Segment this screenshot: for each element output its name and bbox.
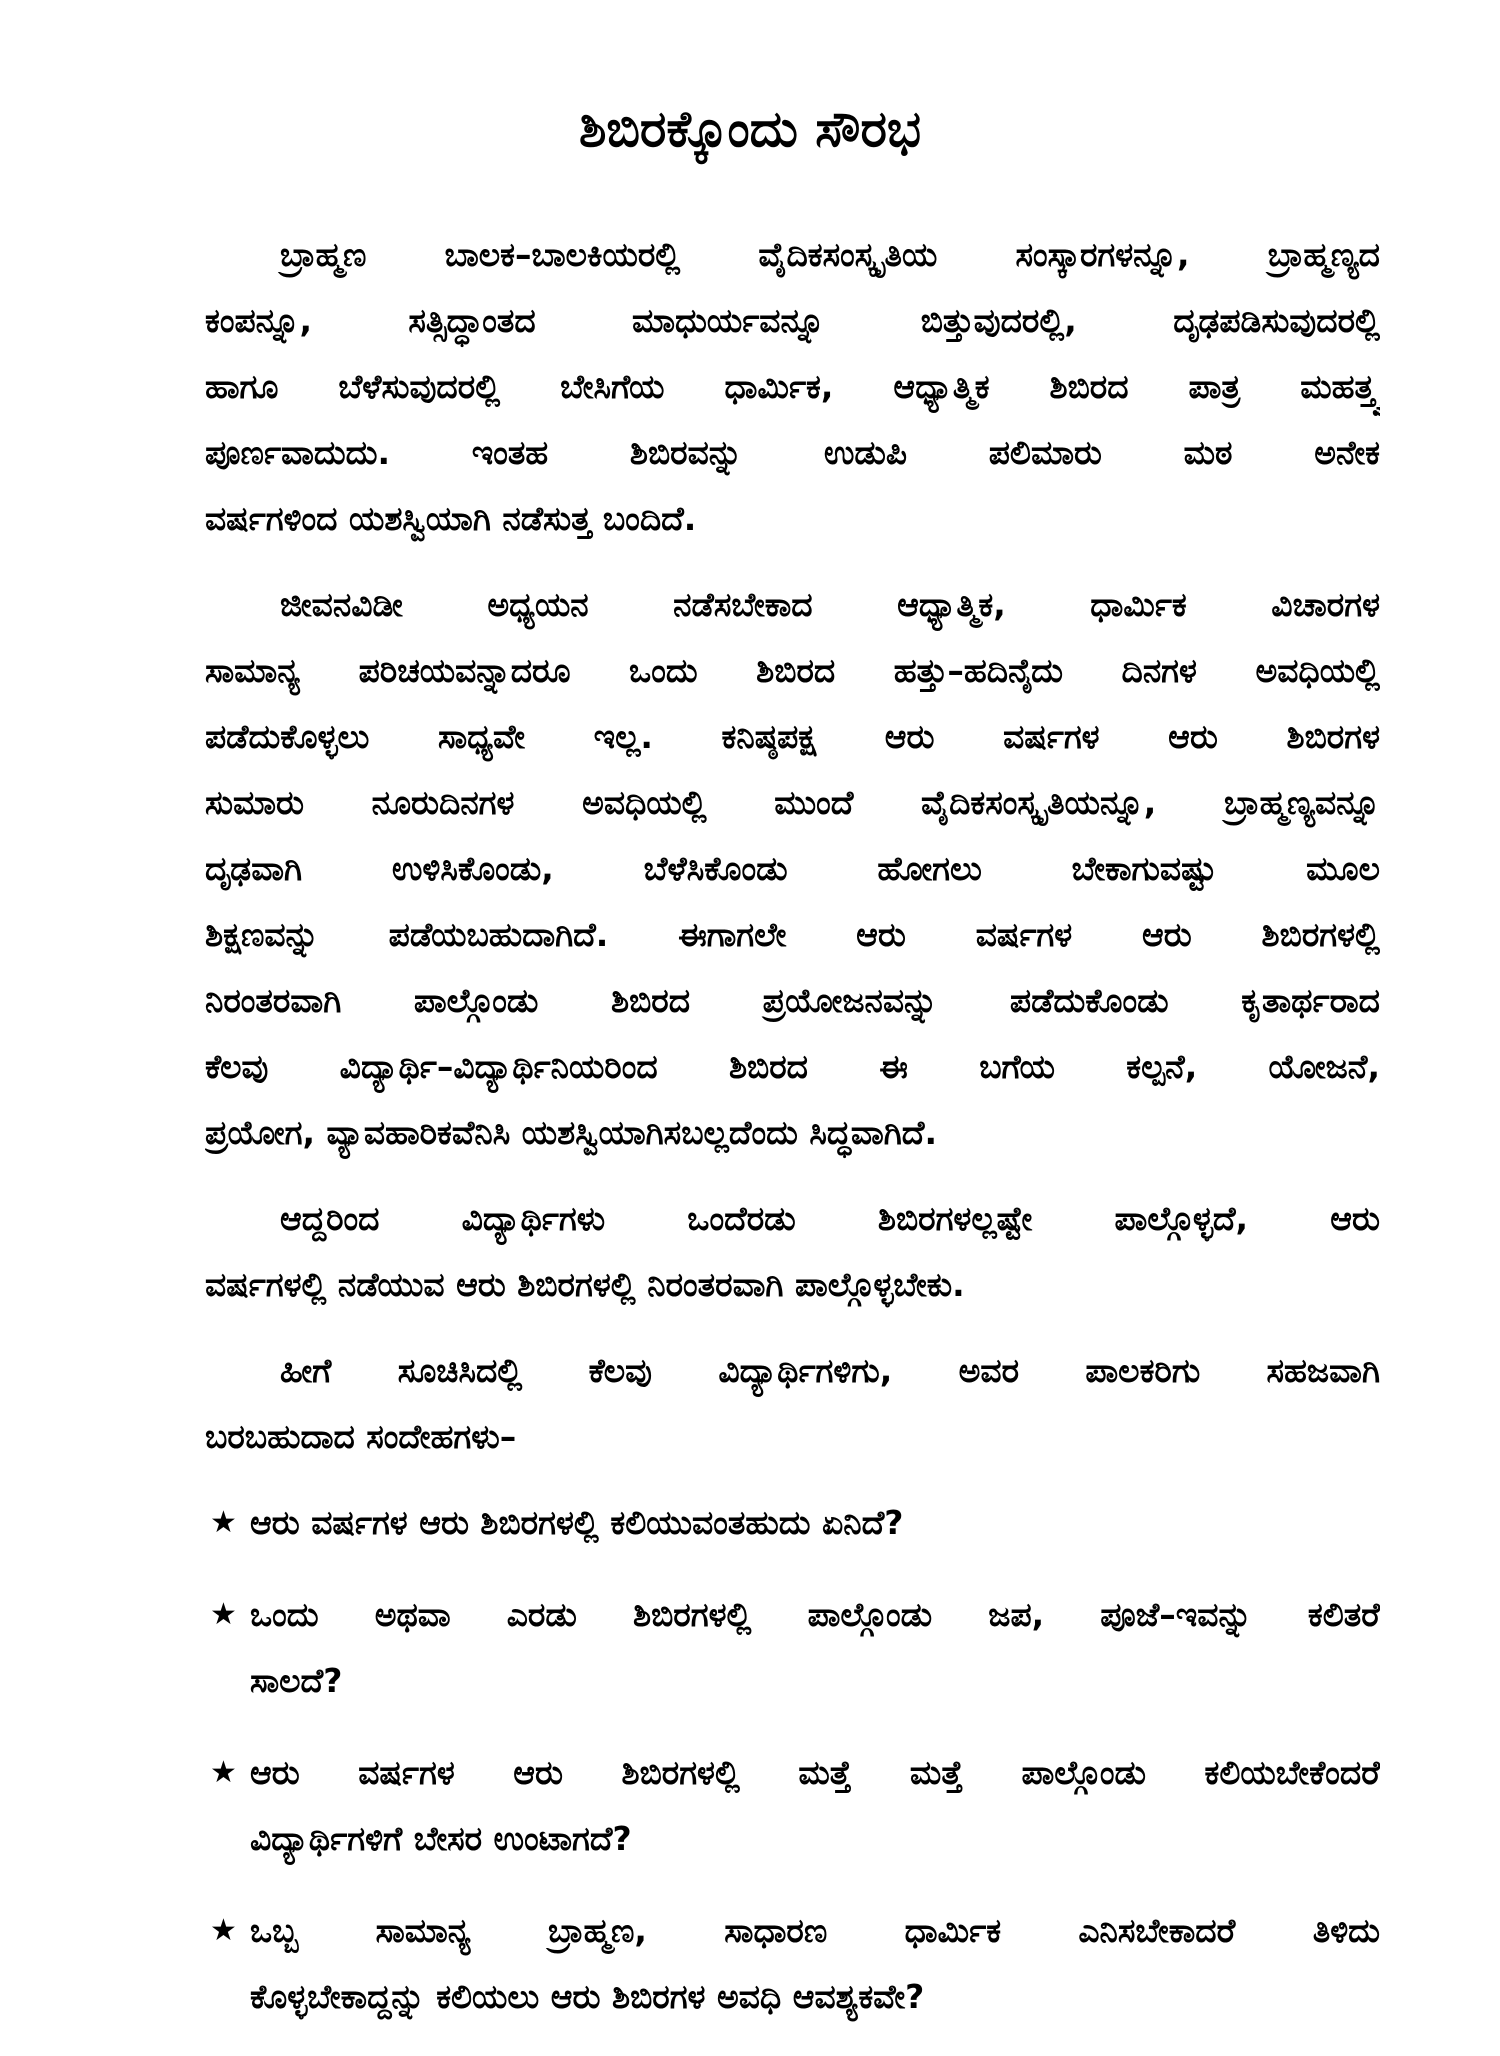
text-line: ಆರು ವರ್ಷಗಳ ಆರು ಶಿಬಿರಗಳಲ್ಲಿ ಕಲಿಯುವಂತಹುದು ಏನಿದೆ? [250,1503,904,1542]
text-line: ಆರು ವರ್ಷಗಳ ಆರು ಶಿಬಿರಗಳಲ್ಲಿ ಮತ್ತೆ ಮತ್ತೆ ಪಾಲ್ಗೊಂಡು ಕಲಿಯಬೇಕೆಂದರೆ [250,1753,1380,1792]
bullet-item [205,1898,1380,2030]
text-line: ಸುಮಾರು ನೂರುದಿನಗಳ ಅವಧಿಯಲ್ಲಿ ಮುಂದೆ ವೈದಿಕಸಂಸ್ಕೃತಿಯನ್ನೂ, ಬ್ರಾಹ್ಮಣ್ಯವನ್ನೂ [205,783,1380,822]
paragraph [205,572,1380,1166]
text-line: ದೃಢವಾಗಿ ಉಳಿಸಿಕೊಂಡು, ಬೆಳೆಸಿಕೊಂಡು ಹೋಗಲು ಬೇಕಾಗುವಷ್ಟು ಮೂಲ [205,849,1380,888]
text-line: ವರ್ಷಗಳಲ್ಲಿ ನಡೆಯುವ ಆರು ಶಿಬಿರಗಳಲ್ಲಿ ನಿರಂತರವಾಗಿ ಪಾಲ್ಗೊಳ್ಳಬೇಕು. [205,1265,965,1304]
text-line: ಕೆಲವು ವಿದ್ಯಾರ್ಥಿ–ವಿದ್ಯಾರ್ಥಿನಿಯರಿಂದ ಶಿಬಿರದ ಈ ಬಗೆಯ ಕಲ್ಪನೆ, ಯೋಜನೆ, [205,1047,1380,1086]
text-line: ಶಿಕ್ಷಣವನ್ನು ಪಡೆಯಬಹುದಾಗಿದೆ. ಈಗಾಗಲೇ ಆರು ವರ್ಷಗಳ ಆರು ಶಿಬಿರಗಳಲ್ಲಿ [205,915,1380,954]
text-line: ಒಬ್ಬ ಸಾಮಾನ್ಯ ಬ್ರಾಹ್ಮಣ, ಸಾಧಾರಣ ಧಾರ್ಮಿಕ ಎನಿಸಬೇಕಾದರೆ ತಿಳಿದು [250,1911,1380,1950]
bullet-item [205,1490,1380,1556]
text-line: ಜೀವನವಿಡೀ ಅಧ್ಯಯನ ನಡೆಸಬೇಕಾದ ಆಧ್ಯಾತ್ಮಿಕ, ಧಾರ್ಮಿಕ ವಿಚಾರಗಳ [280,585,1380,624]
star-icon: ★ [210,1505,237,1540]
text-line: ಆದ್ದರಿಂದ ವಿದ್ಯಾರ್ಥಿಗಳು ಒಂದೆರಡು ಶಿಬಿರಗಳಲ್ಲಷ್ಟೇ ಪಾಲ್ಗೊಳ್ಳದೆ, ಆರು [280,1199,1380,1238]
text-line: ಕಂಪನ್ನೂ, ಸತ್ಸಿದ್ಧಾಂತದ ಮಾಧುರ್ಯವನ್ನೂ ಬಿತ್ತುವುದರಲ್ಲಿ, ದೃಢಪಡಿಸುವುದರಲ್ಲಿ [205,301,1380,340]
text-line: ವಿದ್ಯಾರ್ಥಿಗಳಿಗೆ ಬೇಸರ ಉಂಟಾಗದೆ? [250,1819,632,1858]
text-line: ನಿರಂತರವಾಗಿ ಪಾಲ್ಗೊಂಡು ಶಿಬಿರದ ಪ್ರಯೋಜನವನ್ನು ಪಡೆದುಕೊಂಡು ಕೃತಾರ್ಥರಾದ [205,981,1380,1020]
text-line: ಹೀಗೆ ಸೂಚಿಸಿದಲ್ಲಿ ಕೆಲವು ವಿದ್ಯಾರ್ಥಿಗಳಿಗು, ಅವರ ಪಾಲಕರಿಗು ಸಹಜವಾಗಿ [280,1351,1380,1390]
text-line: ಪೂರ್ಣವಾದುದು. ಇಂತಹ ಶಿಬಿರವನ್ನು ಉಡುಪಿ ಪಲಿಮಾರು ಮಠ ಅನೇಕ [205,433,1380,472]
text-line: ವರ್ಷಗಳಿಂದ ಯಶಸ್ವಿಯಾಗಿ ನಡೆಸುತ್ತ ಬಂದಿದೆ. [205,499,697,538]
text-line: ಸಾಮಾನ್ಯ ಪರಿಚಯವನ್ನಾದರೂ ಒಂದು ಶಿಬಿರದ ಹತ್ತು–ಹದಿನೈದು ದಿನಗಳ ಅವಧಿಯಲ್ಲಿ [205,651,1380,690]
text-line: ಒಂದು ಅಥವಾ ಎರಡು ಶಿಬಿರಗಳಲ್ಲಿ ಪಾಲ್ಗೊಂಡು ಜಪ, ಪೂಜೆ–ಇವನ್ನು ಕಲಿತರೆ [250,1595,1380,1634]
text-line: ಸಾಲದೆ? [250,1661,343,1700]
text-line: ಬ್ರಾಹ್ಮಣ ಬಾಲಕ–ಬಾಲಕಿಯರಲ್ಲಿ ವೈದಿಕಸಂಸ್ಕೃತಿಯ ಸಂಸ್ಕಾರಗಳನ್ನೂ, ಬ್ರಾಹ್ಮಣ್ಯದ [280,235,1380,274]
bullet-item [205,1582,1380,1714]
text-line: ಪ್ರಯೋಗ, ವ್ಯಾವಹಾರಿಕವೆನಿಸಿ ಯಶಸ್ವಿಯಾಗಿಸಬಲ್ಲದೆಂದು ಸಿದ್ಧವಾಗಿದೆ. [205,1113,937,1152]
paragraph [205,1186,1380,1318]
text-line: ಹಾಗೂ ಬೆಳೆಸುವುದರಲ್ಲಿ ಬೇಸಿಗೆಯ ಧಾರ್ಮಿಕ, ಆಧ್ಯಾತ್ಮಿಕ ಶಿಬಿರದ ಪಾತ್ರ ಮಹತ್ತ್ವ [205,367,1380,406]
paragraph [205,222,1380,552]
star-icon: ★ [210,1597,237,1632]
bullet-item [205,1740,1380,1872]
star-icon: ★ [210,1755,237,1790]
star-icon: ★ [210,1913,237,1948]
document-body [205,222,1380,2056]
text-line: ಪಡೆದುಕೊಳ್ಳಲು ಸಾಧ್ಯವೇ ಇಲ್ಲ. ಕನಿಷ್ಠಪಕ್ಷ ಆರು ವರ್ಷಗಳ ಆರು ಶಿಬಿರಗಳ [205,717,1380,756]
text-line: ಬರಬಹುದಾದ ಸಂದೇಹಗಳು– [205,1417,517,1456]
text-line: ಕೊಳ್ಳಬೇಕಾದ್ದನ್ನು ಕಲಿಯಲು ಆರು ಶಿಬಿರಗಳ ಅವಧಿ ಆವಶ್ಯಕವೇ? [250,1977,925,2016]
paragraph [205,1338,1380,1470]
page-title: ಶಿಬಿರಕ್ಕೊಂದು ಸೌರಭ [578,100,922,158]
